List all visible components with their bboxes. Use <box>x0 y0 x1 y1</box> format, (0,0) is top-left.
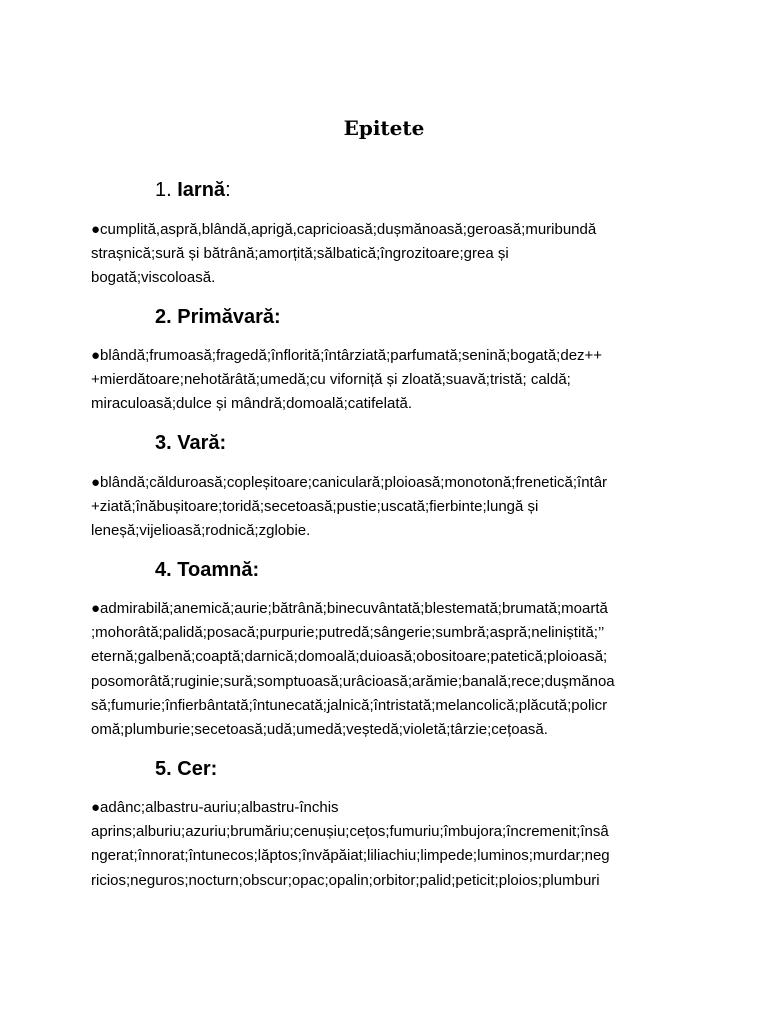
epithet-line: să;fumurie;înfierbântată;întunecată;jalnică;întristată;melancolică;plăcută;policr <box>91 696 608 714</box>
section-name: Cer <box>177 758 211 780</box>
section-heading-iarna <box>155 178 231 202</box>
section-epithets-cer <box>91 796 610 893</box>
section-epithets-vara <box>91 471 607 544</box>
section-number: 4. <box>155 559 172 581</box>
section-colon: : <box>252 559 260 581</box>
epithet-line: miraculoasă;dulce și mândră;domoală;catifelată. <box>91 395 412 413</box>
epithet-line: +mierdătoare;nehotărâtă;umedă;cu vifornițǎ și zloată;suavă;tristă; caldă; <box>91 371 571 389</box>
section-name: Primăvară <box>177 306 274 328</box>
section-number: 2. <box>155 306 172 328</box>
section-number: 1. <box>155 179 172 201</box>
epithet-line: eternă;galbenă;coaptă;darnică;domoală;duioasă;obositoare;patetică;ploioasă; <box>91 648 608 666</box>
epithet-line: +ziată;înăbușitoare;toridă;secetoasă;pustie;uscată;fierbinte;lungă și <box>91 498 539 516</box>
section-number: 5. <box>155 758 172 780</box>
section-heading-vara <box>155 431 226 455</box>
section-name: Iarnă <box>177 179 226 201</box>
epithet-line: ●adânc;albastru-auriu;albastru-închis <box>91 799 339 816</box>
section-epithets-iarna <box>91 218 596 291</box>
epithet-line: ngerat;înnorat;întunecos;lăptos;învăpăiat;liliachiu;limpede;luminos;murdar;neg <box>91 847 610 865</box>
epithet-line: ricios;neguros;nocturn;obscur;opac;opalin;orbitor;palid;peticit;ploios;plumburi <box>91 871 600 889</box>
section-colon: : <box>219 432 227 454</box>
section-name: Toamnă <box>177 559 253 581</box>
section-heading-primavara <box>155 305 281 329</box>
epithet-line: bogată;viscoloasă. <box>91 269 216 287</box>
section-name: Vară <box>177 432 220 454</box>
epithet-line: ●blândă;frumoasă;fragedă;înflorită;întârziată;parfumată;senină;bogată;dez++ <box>91 347 603 364</box>
document-title: Epitete <box>343 116 425 140</box>
epithet-line: ●admirabilă;anemică;aurie;bătrână;binecuvântată;blestemată;brumată;moartă <box>91 600 608 617</box>
section-colon: : <box>210 758 218 780</box>
epithet-line: leneșă;vijelioasă;rodnică;zglobie. <box>91 522 311 540</box>
section-heading-cer <box>155 757 217 781</box>
epithet-line: posomorâtă;ruginie;sură;somptuoasă;urâcioasă;arămie;banală;rece;dușmănoa <box>91 672 615 690</box>
section-epithets-primavara <box>91 344 602 417</box>
epithet-line: aprins;alburiu;azuriu;brumăriu;cenușiu;cețos;fumuriu;îmbujora;încremenit;însâ <box>91 823 609 841</box>
epithet-line: ●blândă;călduroasă;copleșitoare;caniculară;ploioasă;monotonă;frenetică;întâr <box>91 474 608 491</box>
section-number: 3. <box>155 432 172 454</box>
section-heading-toamna <box>155 558 259 582</box>
section-colon: : <box>274 306 281 328</box>
epithet-line: ;mohorâtă;palidă;posacă;purpurie;putredă;sângerie;sumbră;aspră;neliniștită;’’ <box>91 624 605 642</box>
epithet-line: omă;plumburie;secetoasă;udă;umedă;veștedă;violetă;târzie;cețoasă. <box>91 721 548 739</box>
section-epithets-toamna <box>91 597 615 742</box>
epithet-line: strașnică;sură și bătrână;amorțită;sălbatică;îngrozitoare;grea și <box>91 245 509 263</box>
section-colon: : <box>225 179 231 201</box>
epithet-line: ●cumplită,aspră,blândă,aprigă,capricioasă;dușmănoasă;geroasă;muribundă <box>91 221 597 238</box>
